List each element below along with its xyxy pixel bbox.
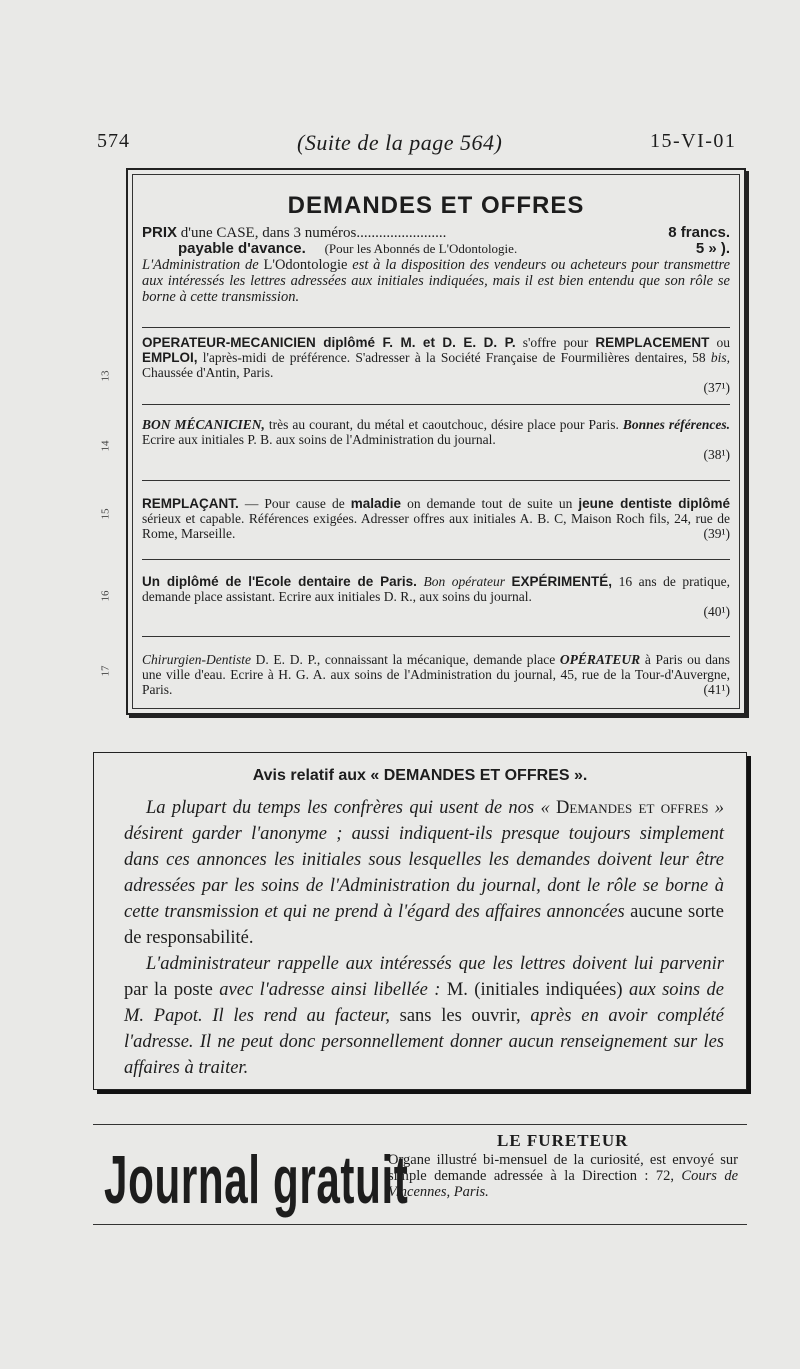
fureteur-text bbox=[388, 1152, 738, 1200]
ad-text: ou bbox=[716, 335, 730, 350]
ad-text: on demande tout de suite un bbox=[407, 496, 573, 511]
notice-part: est à la disposition des vendeurs ou acheteurs pour transmettre aux intéressés les lettres adressées aux initiales indiquées, mais il est bien entendu que son rôle se borne à cette transmission. bbox=[142, 257, 731, 305]
price-block bbox=[142, 225, 730, 305]
ad-item bbox=[142, 335, 730, 395]
page-number: 574 bbox=[97, 130, 130, 152]
margin-number: 16 bbox=[99, 590, 112, 602]
notice-part: La plupart du temps les confrères qui usent de nos « bbox=[146, 798, 550, 818]
rule bbox=[93, 1224, 747, 1225]
ad-text: 16 ans de pratique, demande place assistant. Ecrire aux initiales D. R., aux soins du journal. bbox=[142, 574, 730, 604]
fureteur-address: Cours de Vincennes, Paris. bbox=[388, 1168, 739, 1200]
notice-text bbox=[124, 795, 724, 1081]
abonnes-price: 5 » ). bbox=[695, 240, 730, 257]
ad-lead: BON MÉCANICIEN, bbox=[142, 417, 265, 432]
notice-part: aux soins de M. Papot. Il les rend au facteur, bbox=[124, 980, 725, 1026]
margin-number: 14 bbox=[99, 440, 112, 452]
ad-emph: Bonnes références. bbox=[622, 417, 730, 432]
ad-emph: EXPÉRIMENTÉ, bbox=[511, 574, 613, 589]
demandes-offres-box bbox=[126, 168, 746, 715]
admin-notice bbox=[142, 257, 730, 305]
ad-emph: REMPLACEMENT bbox=[595, 335, 710, 350]
ad-text: à Paris ou dans une ville d'eau. Ecrire à H. G. A. aux soins de l'Administration du journal, 45, rue de la Tour-d'Auvergne, Paris. bbox=[142, 652, 731, 697]
ad-emph: EMPLOI, bbox=[142, 350, 198, 365]
ad-emph: OPÉRATEUR bbox=[559, 652, 641, 667]
notice-box bbox=[93, 752, 747, 1090]
fureteur-title: LE FURETEUR bbox=[497, 1131, 629, 1150]
divider bbox=[142, 636, 730, 637]
ad-emph: jeune dentiste diplômé bbox=[578, 496, 731, 511]
ad-ref: (41¹) bbox=[703, 682, 730, 697]
ad-text: sérieux et capable. Références exigées. Adresser offres aux initiales A. B. C, Maison Roch fils, 24, rue de Rome, Marseille. bbox=[142, 511, 730, 541]
ad-text: D. E. D. P., connaissant la mécanique, demande place bbox=[255, 652, 556, 667]
notice-part: après en avoir complété l'adresse. Il ne peut donc personnellement donner aucun renseignement sur les affaires à traiter. bbox=[124, 1006, 725, 1078]
divider bbox=[142, 480, 730, 481]
issue-date: 15-VI-01 bbox=[650, 130, 737, 152]
ad-item bbox=[142, 496, 730, 541]
notice-part: L'Administration de bbox=[142, 257, 259, 273]
journal-name: L'Odontologie bbox=[263, 257, 348, 273]
ad-lead: REMPLAÇANT. bbox=[142, 496, 239, 511]
payable-row bbox=[142, 241, 730, 257]
notice-smallcaps: Demandes et offres bbox=[556, 798, 709, 818]
abonnes-text: (Pour les Abonnés de L'Odontologie. bbox=[324, 241, 518, 256]
price-value: 8 francs. bbox=[668, 224, 730, 241]
ad-item bbox=[142, 652, 730, 697]
ad-text: Ecrire aux initiales P. B. aux soins de l'Administration du journal. bbox=[142, 432, 496, 447]
ad-italic: Bon opérateur bbox=[423, 574, 505, 589]
ad-text: l'après-midi de préférence. S'adresser à la Société Française de Fourmilières dentaires, 58 bbox=[202, 350, 706, 365]
notice-part: L'administrateur rappelle aux intéressés que les lettres doivent lui parvenir bbox=[146, 954, 724, 974]
ad-text: très au courant, du métal et caoutchouc, désire place pour Paris. bbox=[268, 417, 619, 432]
ad-text: — Pour cause de bbox=[244, 496, 345, 511]
notice-title: Avis relatif aux « DEMANDES ET OFFRES ». bbox=[252, 767, 588, 784]
price-label: PRIX bbox=[142, 224, 178, 241]
ad-ref: (39¹) bbox=[703, 526, 730, 541]
ad-emph: maladie bbox=[350, 496, 402, 511]
margin-number: 13 bbox=[99, 370, 112, 382]
payable-text: payable d'avance. bbox=[178, 240, 306, 257]
ad-text: Chaussée d'Antin, Paris. bbox=[142, 365, 274, 380]
margin-number: 15 bbox=[99, 508, 112, 520]
continuation-note: (Suite de la page 564) bbox=[297, 130, 503, 155]
page-header bbox=[0, 130, 800, 160]
box-title: DEMANDES ET OFFRES bbox=[287, 192, 585, 219]
notice-upright: par la poste bbox=[124, 980, 213, 1000]
ad-ref: (37¹) bbox=[703, 380, 730, 395]
rule bbox=[93, 1124, 747, 1125]
notice-upright: sans les ouvrir, bbox=[399, 1006, 521, 1026]
price-text: d'une CASE, dans 3 numéros........................ bbox=[180, 225, 447, 241]
divider bbox=[142, 559, 730, 560]
divider bbox=[142, 327, 730, 328]
ad-ref: (38¹) bbox=[703, 447, 730, 462]
ad-text: s'offre pour bbox=[522, 335, 589, 350]
margin-number: 17 bbox=[99, 665, 112, 677]
notice-part: » désirent garder l'anonyme ; aussi indiquent-ils presque toujours simplement dans ces annonces les initiales sous lesquelles les demandes doivent leur être adressées par les soins de l'Administration du journal, dont le rôle se borne à cette transmission et qui ne prend à l'égard des affaires annoncées bbox=[124, 798, 725, 922]
ad-lead: Chirurgien-Dentiste bbox=[142, 652, 251, 667]
ad-item bbox=[142, 574, 730, 619]
notice-upright: M. (initiales indiquées) bbox=[446, 980, 623, 1000]
ad-item bbox=[142, 417, 730, 462]
price-row bbox=[142, 225, 730, 241]
ad-lead: Un diplômé de l'Ecole dentaire de Paris. bbox=[142, 574, 417, 589]
divider bbox=[142, 404, 730, 405]
fureteur-part: Organe illustré bi-mensuel de la curiosité, est envoyé sur simple demande adressée à la Direction : 72, bbox=[388, 1152, 738, 1184]
notice-part: avec l'adresse ainsi libellée : bbox=[219, 980, 441, 1000]
journal-gratuit-heading: Journal gratuit bbox=[104, 1142, 409, 1218]
notice-upright: aucune sorte de responsabilité. bbox=[124, 902, 724, 948]
ad-lead: OPERATEUR-MECANICIEN diplômé F. M. et D. E. D. P. bbox=[142, 335, 516, 350]
ad-italic: bis, bbox=[710, 350, 731, 365]
ad-ref: (40¹) bbox=[703, 604, 730, 619]
